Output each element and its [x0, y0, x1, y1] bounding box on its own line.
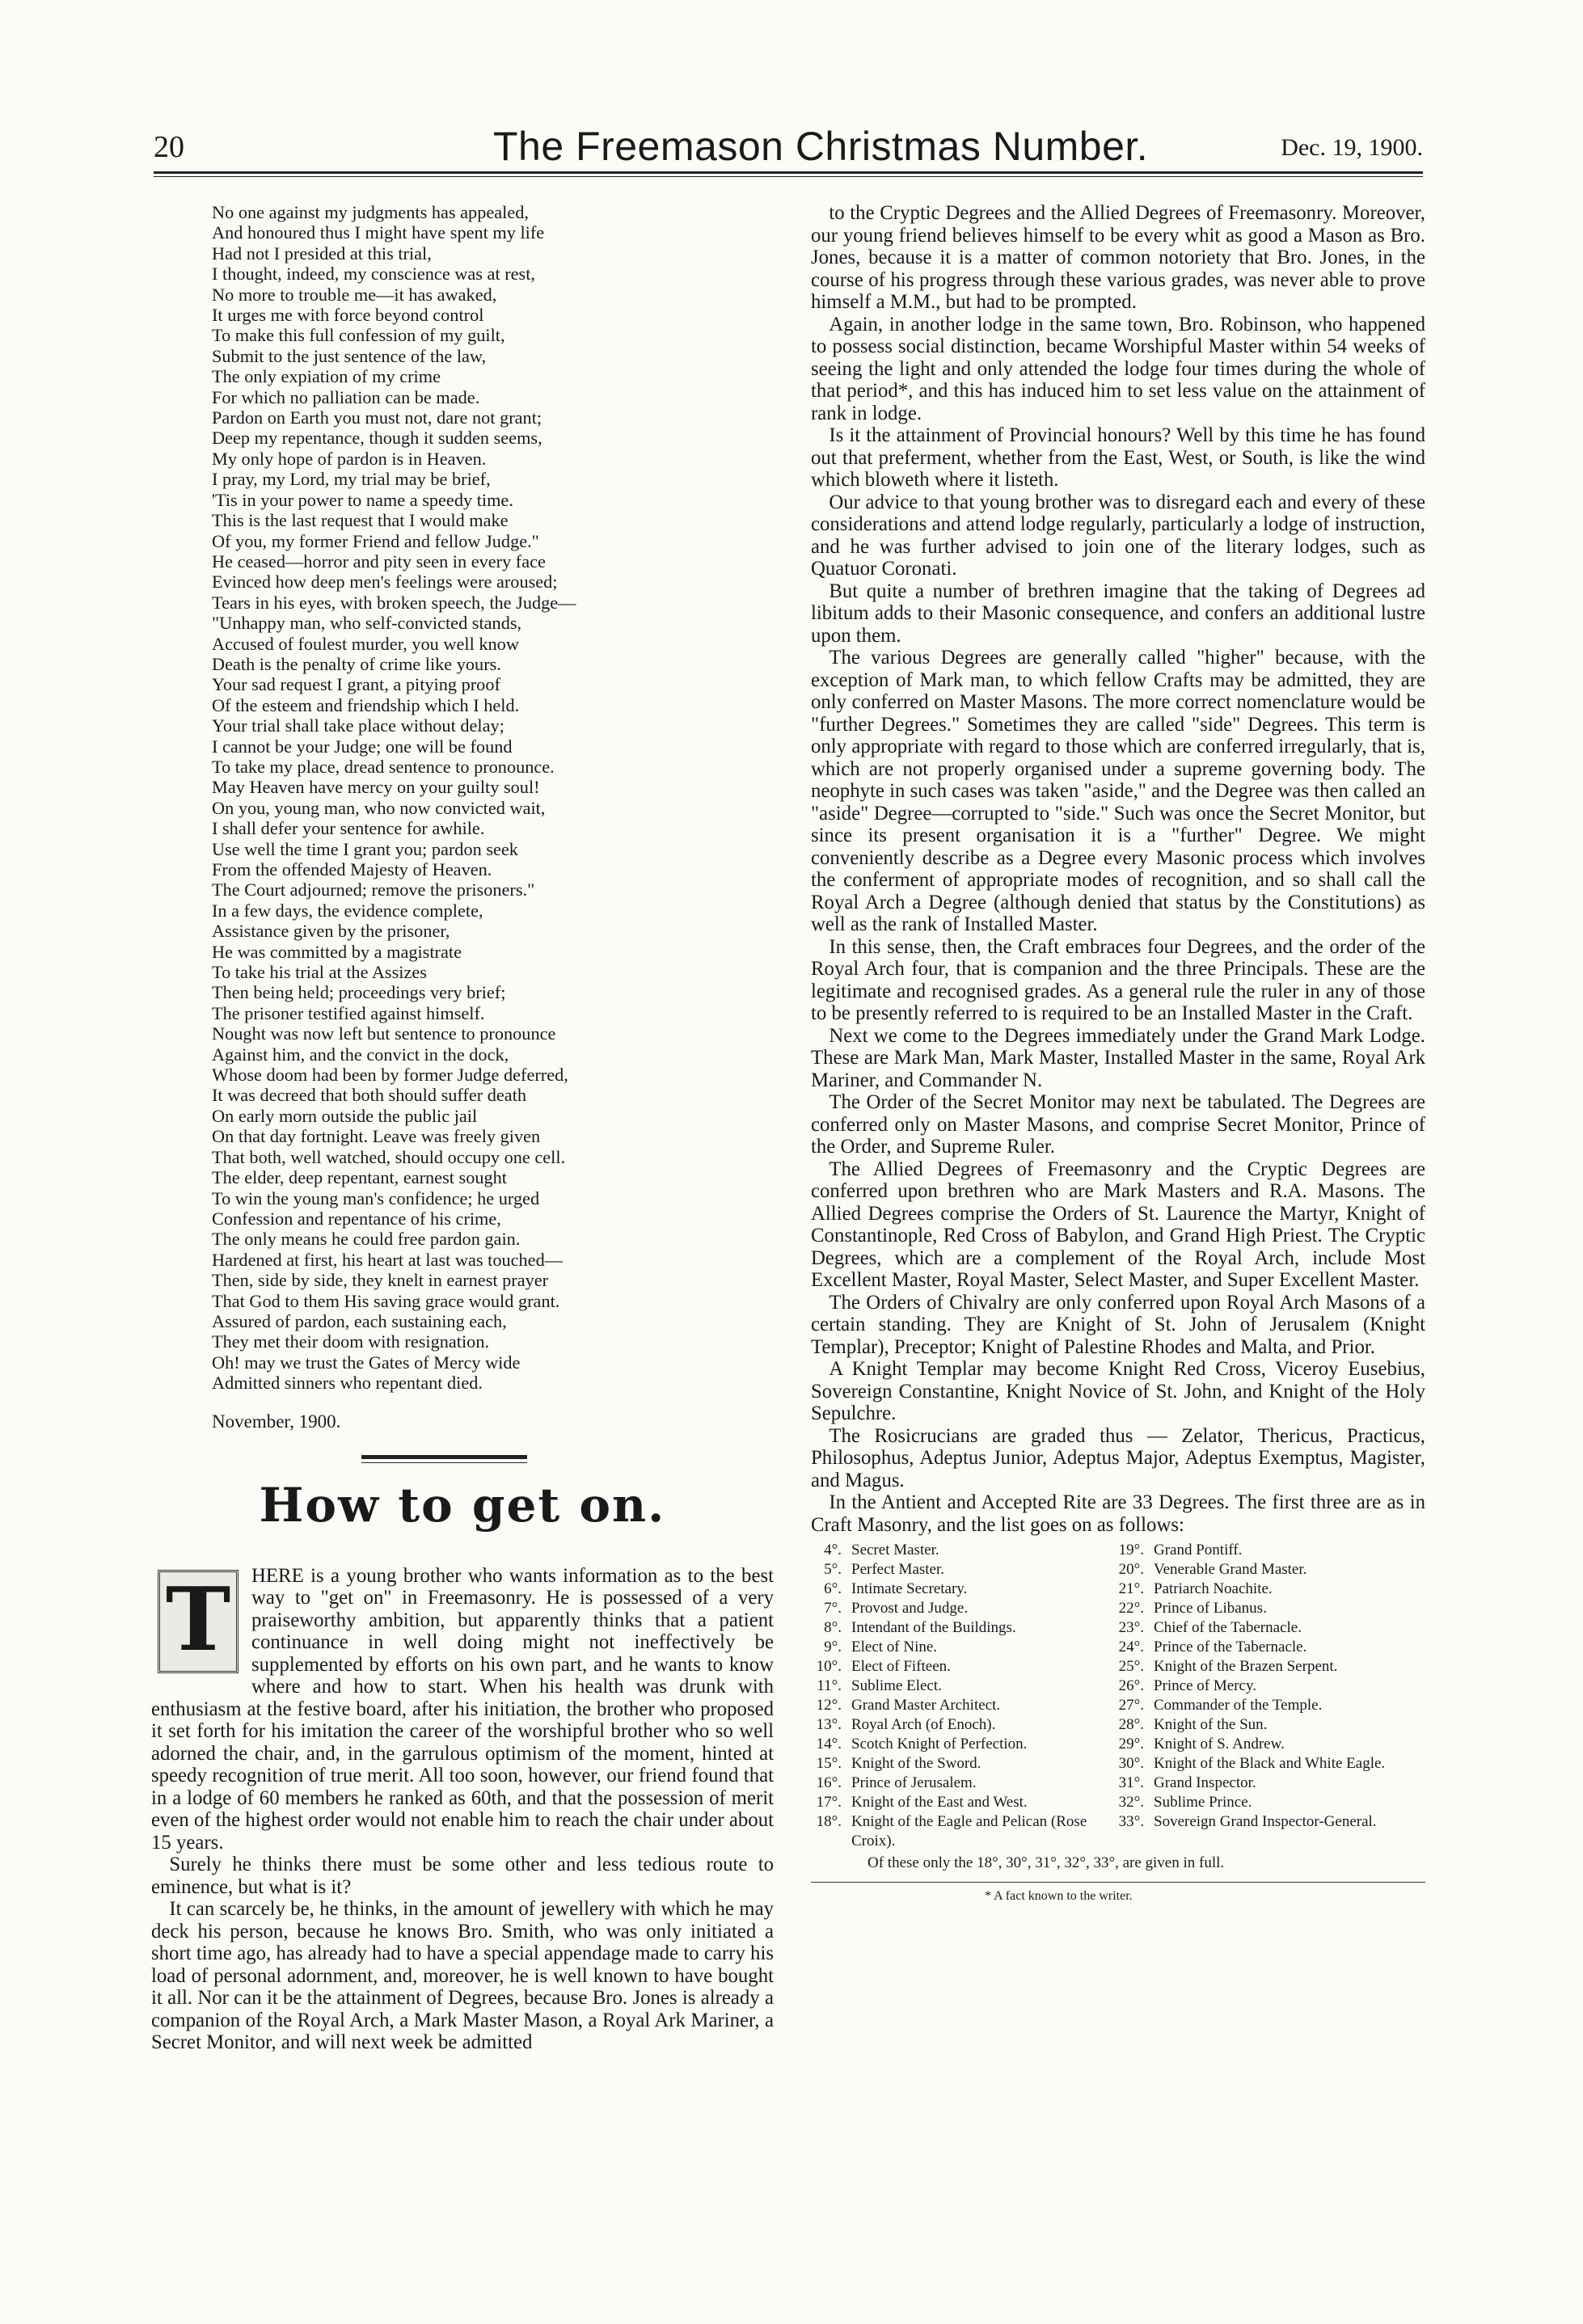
- degree-number: 31°.: [1118, 1774, 1144, 1791]
- degree-name: Knight of the Sun.: [1154, 1716, 1268, 1733]
- poem-line: It urges me with force beyond control: [212, 305, 484, 326]
- poem-line: The only expiation of my crime: [212, 366, 441, 387]
- poem-line: Oh! may we trust the Gates of Mercy wide: [212, 1352, 521, 1373]
- poem-line: "Unhappy man, who self-convicted stands,: [212, 613, 522, 634]
- paragraph: But quite a number of brethren imagine that the taking of Degrees ad libitum adds to their Masonic consequence, and confers an additional lustre upon them.: [811, 580, 1425, 647]
- degree-name: Provost and Judge.: [851, 1600, 969, 1617]
- poem-line: Assistance given by the prisoner,: [212, 921, 450, 942]
- degree-number: 24°.: [1118, 1639, 1144, 1655]
- right-paragraphs: [811, 202, 1425, 1536]
- poem: [212, 202, 774, 1394]
- degree-name: Scotch Knight of Perfection.: [851, 1736, 1028, 1752]
- degree-number: 30°.: [1118, 1755, 1144, 1772]
- degree-row: [811, 1599, 1425, 1618]
- first-paragraph-text: HERE is a young brother who wants information as to the best way to "get on" in Freemasonry. He is possessed of a very praiseworthy ambition, but apparently thinks that a patient continuance in well doing might not ineffectively be supplemented by efforts on his own part, and he wants to know where and how to start. When his health was drunk with enthusiasm at the festive board, after his initiation, the brother who proposed it set forth for his imitation the career of the worshipful brother who so well adorned the chair, and, in the garrulous optimism of the moment, hinted at speedy recognition of true merit. All too soon, however, our friend found that in a lodge of 60 members he ranked as 60th, and that the possession of merit even of the highest order would not enable him to reach the chair under about 15 years.: [151, 1564, 774, 1854]
- paragraph: A Knight Templar may become Knight Red Cross, Viceroy Eusebius, Sovereign Constantine, Knight Novice of St. John, and Knight of the Holy Sepulchre.: [811, 1358, 1425, 1424]
- poem-line: On that day fortnight. Leave was freely given: [212, 1126, 541, 1147]
- degree-row: [811, 1657, 1425, 1677]
- poem-line: Death is the penalty of crime like yours.: [212, 653, 501, 674]
- poem-line: Then, side by side, they knelt in earnest prayer: [212, 1270, 549, 1291]
- poem-line: I thought, indeed, my conscience was at rest,: [212, 264, 535, 285]
- poem-line: The Court adjourned; remove the prisoners.": [212, 879, 535, 900]
- poem-line: Of the esteem and friendship which I held.: [212, 694, 520, 715]
- paragraph: The various Degrees are generally called "higher" because, with the exception of Mark man, to which fellow Crafts may be admitted, they are only conferred on Master Masons. The more correct nomenclature would be "further Degrees." Sometimes they are called "side" Degrees. This term is only appropriate with regard to those which are conferred irregularly, that is, which are not properly organised under a supreme governing body. The neophyte in such cases was taken "aside," and the Degree was then called an "aside" Degree—corrupted to "side." Such was once the Secret Monitor, but since its present organisation it is a "further" Degree. We might conveniently describe as a Degree every Masonic process which involves the conferment of appropriate modes of recognition, and so shall call the Royal Arch a Degree (although denied that status by the Constitutions) as well as the rank of Installed Master.: [811, 647, 1425, 935]
- degrees-table: [811, 1541, 1425, 1851]
- page-number: 20: [154, 130, 184, 164]
- poem-line: The prisoner testified against himself.: [212, 1002, 485, 1023]
- degree-name: Perfect Master.: [851, 1561, 945, 1578]
- poem-line: Admitted sinners who repentant died.: [212, 1373, 483, 1394]
- poem-line: Tears in his eyes, with broken speech, the Judge—: [212, 592, 576, 613]
- degree-name: Patriarch Noachite.: [1154, 1580, 1273, 1597]
- poem-line: I shall defer your sentence for awhile.: [212, 818, 485, 839]
- degree-number: 33°.: [1118, 1813, 1144, 1830]
- paragraph: to the Cryptic Degrees and the Allied Degrees of Freemasonry. Moreover, our young friend believes himself to be every whit as good a Mason as Bro. Jones, because it is a matter of common notoriety that Bro. Jones, in the course of his progress through these various grades, was never able to prove himself a M.M., but had to be prompted.: [811, 202, 1425, 313]
- poem-line: Then being held; proceedings very brief;: [212, 982, 506, 1003]
- poem-line: Pardon on Earth you must not, dare not grant;: [212, 407, 542, 428]
- degree-name: Grand Master Architect.: [851, 1697, 1001, 1714]
- poem-line: Assured of pardon, each sustaining each,: [212, 1310, 507, 1331]
- degree-row: [811, 1715, 1425, 1735]
- poem-line: No more to trouble me—it has awaked,: [212, 284, 497, 305]
- poem-line: Deep my repentance, though it sudden seems,: [212, 428, 542, 449]
- degree-name: Commander of the Temple.: [1154, 1697, 1323, 1714]
- drop-cap: T: [158, 1570, 239, 1673]
- paragraph: In the Antient and Accepted Rite are 33 Degrees. The first three are as in Craft Masonry, and the list goes on as follows:: [811, 1491, 1425, 1536]
- poem-line: On you, young man, who now convicted wait,: [212, 797, 546, 818]
- degree-number: 16°.: [816, 1774, 842, 1791]
- degree-number: 9°.: [824, 1639, 842, 1655]
- poem-line: I cannot be your Judge; one will be found: [212, 736, 513, 757]
- paragraph: The Order of the Secret Monitor may next be tabulated. The Degrees are conferred only on Master Masons, and comprise Secret Monitor, Prince of the Order, and Supreme Ruler.: [811, 1091, 1425, 1158]
- poem-line: To make this full confession of my guilt,: [212, 325, 505, 346]
- degree-number: 25°.: [1118, 1658, 1144, 1675]
- poem-date: November, 1900.: [212, 1411, 341, 1432]
- degree-name: Elect of Fifteen.: [851, 1658, 951, 1675]
- poem-line: To win the young man's confidence; he urged: [212, 1187, 540, 1208]
- poem-line: Your trial shall take place without delay;: [212, 715, 504, 736]
- footnote: * A fact known to the writer.: [985, 1889, 1133, 1903]
- poem-line: Confession and repentance of his crime,: [212, 1208, 501, 1229]
- right-column: [811, 202, 1425, 1904]
- section-separator-thin: [361, 1462, 527, 1463]
- degree-name: Prince of the Tabernacle.: [1154, 1639, 1307, 1655]
- degree-name: Sublime Prince.: [1154, 1794, 1252, 1811]
- degree-name: Intimate Secretary.: [851, 1580, 968, 1597]
- degree-name: Royal Arch (of Enoch).: [851, 1716, 996, 1733]
- degree-number: 20°.: [1118, 1561, 1144, 1578]
- degree-number: 11°.: [817, 1677, 842, 1694]
- paragraph: The Allied Degrees of Freemasonry and the Cryptic Degrees are conferred upon brethren who are Mark Masters and R.A. Masons. The Allied Degrees comprise the Orders of St. Laurence the Martyr, Knight of Constantinople, Red Cross of Babylon, and Grand High Priest. The Cryptic Degrees, which are a complement of the Royal Arch, include Most Excellent Master, Royal Master, Select Master, and Super Excellent Master.: [811, 1158, 1425, 1291]
- degree-row: [811, 1638, 1425, 1657]
- poem-line: Hardened at first, his heart at last was touched—: [212, 1249, 564, 1270]
- degree-number: 18°.: [816, 1813, 842, 1830]
- degree-name: Knight of the Black and White Eagle.: [1154, 1755, 1386, 1772]
- poem-line: Evinced how deep men's feelings were aroused;: [212, 572, 558, 593]
- poem-line: Submit to the just sentence of the law,: [212, 345, 487, 366]
- degree-number: 14°.: [816, 1736, 842, 1752]
- poem-line: He was committed by a magistrate: [212, 941, 462, 962]
- paragraph: Is it the attainment of Provincial honours? Well by this time he has found out that preferment, whether from the East, West, or South, is like the wind which bloweth where it listeth.: [811, 424, 1425, 491]
- degree-name: Knight of the Eagle and Pelican (Rose Croix).: [851, 1813, 1087, 1849]
- poem-line: To take his trial at the Assizes: [212, 962, 427, 983]
- header-rule-thick: [154, 171, 1423, 174]
- header-rule-thin: [154, 176, 1423, 177]
- degree-number: 17°.: [816, 1794, 842, 1811]
- degrees-note: Of these only the 18°, 30°, 31°, 32°, 33°, are given in full.: [867, 1854, 1225, 1871]
- degree-name: Prince of Libanus.: [1154, 1600, 1267, 1617]
- degree-row: [811, 1580, 1425, 1599]
- degree-number: 23°.: [1118, 1619, 1144, 1636]
- poem-line: On early morn outside the public jail: [212, 1105, 478, 1126]
- degree-number: 8°.: [824, 1619, 842, 1636]
- poem-line: It was decreed that both should suffer death: [212, 1085, 527, 1106]
- degree-number: 28°.: [1118, 1716, 1144, 1733]
- degree-number: 10°.: [816, 1658, 842, 1675]
- poem-line: 'Tis in your power to name a speedy time.: [212, 489, 513, 510]
- degree-name: Secret Master.: [851, 1542, 939, 1558]
- paragraph: It can scarcely be, he thinks, in the amount of jewellery with which he may deck his person, because he knows Bro. Smith, who was only initiated a short time ago, has already had to have a special appendage made to carry his load of personal adornment, and, moreover, he is well known to have bought it all. Nor can it be the attainment of Degrees, because Bro. Jones is already a companion of the Royal Arch, a Mark Master Mason, a Royal Ark Mariner, a Secret Monitor, and will next week be admitted: [151, 1898, 774, 2054]
- poem-line: They met their doom with resignation.: [212, 1331, 490, 1352]
- degree-row: [811, 1541, 1425, 1560]
- poem-line: He ceased—horror and pity seen in every face: [212, 550, 546, 572]
- poem-line: Of you, my former Friend and fellow Judge.": [212, 530, 539, 551]
- degree-name: Sublime Elect.: [851, 1677, 942, 1694]
- degree-row: [811, 1735, 1425, 1754]
- degree-name: Prince of Mercy.: [1154, 1677, 1256, 1694]
- degree-name: Knight of S. Andrew.: [1154, 1736, 1285, 1752]
- degree-number: 21°.: [1118, 1580, 1144, 1597]
- degree-row: [811, 1812, 1425, 1851]
- degree-number: 32°.: [1118, 1794, 1144, 1811]
- degree-name: Venerable Grand Master.: [1154, 1561, 1307, 1578]
- degree-number: 22°.: [1118, 1600, 1144, 1617]
- degree-number: 27°.: [1118, 1697, 1144, 1714]
- poem-line: From the offended Majesty of Heaven.: [212, 859, 492, 879]
- degree-name: Knight of the Sword.: [851, 1755, 981, 1772]
- degree-number: 7°.: [824, 1600, 842, 1617]
- article-first-paragraph: [151, 1565, 774, 1854]
- degrees-list: [811, 1541, 1425, 1851]
- degree-name: Grand Pontiff.: [1154, 1542, 1243, 1558]
- poem-line: Whose doom had been by former Judge deferred,: [212, 1065, 568, 1086]
- poem-line: Had not I presided at this trial,: [212, 243, 432, 264]
- poem-line: Use well the time I grant you; pardon seek: [212, 838, 518, 859]
- poem-line: That both, well watched, should occupy one cell.: [212, 1146, 566, 1167]
- poem-line: Accused of foulest murder, you well know: [212, 633, 519, 654]
- degree-name: Knight of the Brazen Serpent.: [1154, 1658, 1338, 1675]
- degree-number: 15°.: [816, 1755, 842, 1772]
- footnote-rule: [811, 1882, 1425, 1883]
- degree-name: Knight of the East and West.: [851, 1794, 1028, 1811]
- poem-line: The elder, deep repentant, earnest sought: [212, 1167, 507, 1188]
- poem-line: Your sad request I grant, a pitying proof: [212, 674, 500, 695]
- poem-line: That God to them His saving grace would grant.: [212, 1290, 560, 1311]
- page-header: [154, 123, 1423, 171]
- degree-number: 6°.: [824, 1580, 842, 1597]
- degree-row: [811, 1793, 1425, 1812]
- publication-title: The Freemason Christmas Number.: [493, 124, 1149, 169]
- degree-name: Chief of the Tabernacle.: [1154, 1619, 1302, 1636]
- degree-name: Elect of Nine.: [851, 1639, 938, 1655]
- paragraph: Our advice to that young brother was to disregard each and every of these considerations and attend lodge regularly, particularly a lodge of instruction, and he was further advised to join one of the literary lodges, such as Quatuor Coronati.: [811, 491, 1425, 580]
- paragraph: The Rosicrucians are graded thus — Zelator, Thericus, Practicus, Philosophus, Adeptus Junior, Adeptus Major, Adeptus Exemptus, Magister, and Magus.: [811, 1424, 1425, 1491]
- degree-row: [811, 1754, 1425, 1774]
- paragraph: Next we come to the Degrees immediately under the Grand Mark Lodge. These are Mark Man, Mark Master, Installed Master in the same, Royal Ark Mariner, and Commander N.: [811, 1024, 1425, 1091]
- poem-line: No one against my judgments has appealed,: [212, 202, 529, 222]
- degree-number: 19°.: [1118, 1542, 1144, 1558]
- degree-number: 13°.: [816, 1716, 842, 1733]
- degree-row: [811, 1774, 1425, 1793]
- degree-row: [811, 1677, 1425, 1696]
- paragraph: In this sense, then, the Craft embraces four Degrees, and the order of the Royal Arch four, that is companion and the three Principals. These are the legitimate and recognised grades. As a general rule the ruler in any of those to be presently referred to is required to be an Installed Master in the Craft.: [811, 935, 1425, 1024]
- issue-date: Dec. 19, 1900.: [1281, 134, 1423, 161]
- poem-line: To take my place, dread sentence to pronounce.: [212, 756, 555, 777]
- degree-name: Intendant of the Buildings.: [851, 1619, 1016, 1636]
- article-body-left: [151, 1565, 774, 2054]
- poem-line: I pray, my Lord, my trial may be brief,: [212, 469, 491, 490]
- degree-number: 12°.: [816, 1697, 842, 1714]
- degree-name: Sovereign Grand Inspector-General.: [1154, 1813, 1377, 1830]
- degree-number: 26°.: [1118, 1677, 1144, 1694]
- degree-number: 4°.: [824, 1542, 842, 1558]
- paragraph: Surely he thinks there must be some other and less tedious route to eminence, but what is it?: [151, 1854, 774, 1898]
- degree-number: 29°.: [1118, 1736, 1144, 1752]
- left-paragraphs: [151, 1854, 774, 2054]
- degree-row: [811, 1618, 1425, 1638]
- degree-row: [811, 1696, 1425, 1715]
- degree-number: 5°.: [824, 1561, 842, 1578]
- degree-row: [811, 1560, 1425, 1580]
- left-column: [151, 202, 774, 2054]
- poem-line: My only hope of pardon is in Heaven.: [212, 448, 487, 469]
- article-heading: How to get on.: [259, 1477, 666, 1533]
- poem-line: For which no palliation can be made.: [212, 386, 480, 407]
- poem-line: Nought was now left but sentence to pronounce: [212, 1023, 556, 1044]
- poem-line: May Heaven have mercy on your guilty soul!: [212, 777, 540, 798]
- degree-name: Grand Inspector.: [1154, 1774, 1256, 1791]
- degree-name: Prince of Jerusalem.: [851, 1774, 977, 1791]
- section-separator: [361, 1455, 527, 1459]
- poem-line: And honoured thus I might have spent my life: [212, 222, 545, 243]
- poem-line: Against him, and the convict in the dock,: [212, 1044, 509, 1065]
- poem-line: In a few days, the evidence complete,: [212, 900, 483, 921]
- paragraph: Again, in another lodge in the same town, Bro. Robinson, who happened to possess social distinction, became Worshipful Master within 54 weeks of seeing the light and only attended the lodge four times during the whole of that period*, and this has induced him to set less value on the attainment of rank in lodge.: [811, 313, 1425, 424]
- poem-line: The only means he could free pardon gain.: [212, 1229, 521, 1250]
- poem-line: This is the last request that I would make: [212, 510, 509, 531]
- paragraph: The Orders of Chivalry are only conferred upon Royal Arch Masons of a certain standing. They are Knight of St. John of Jerusalem (Knight Templar), Preceptor; Knight of Palestine Rhodes and Malta, and Prior.: [811, 1291, 1425, 1358]
